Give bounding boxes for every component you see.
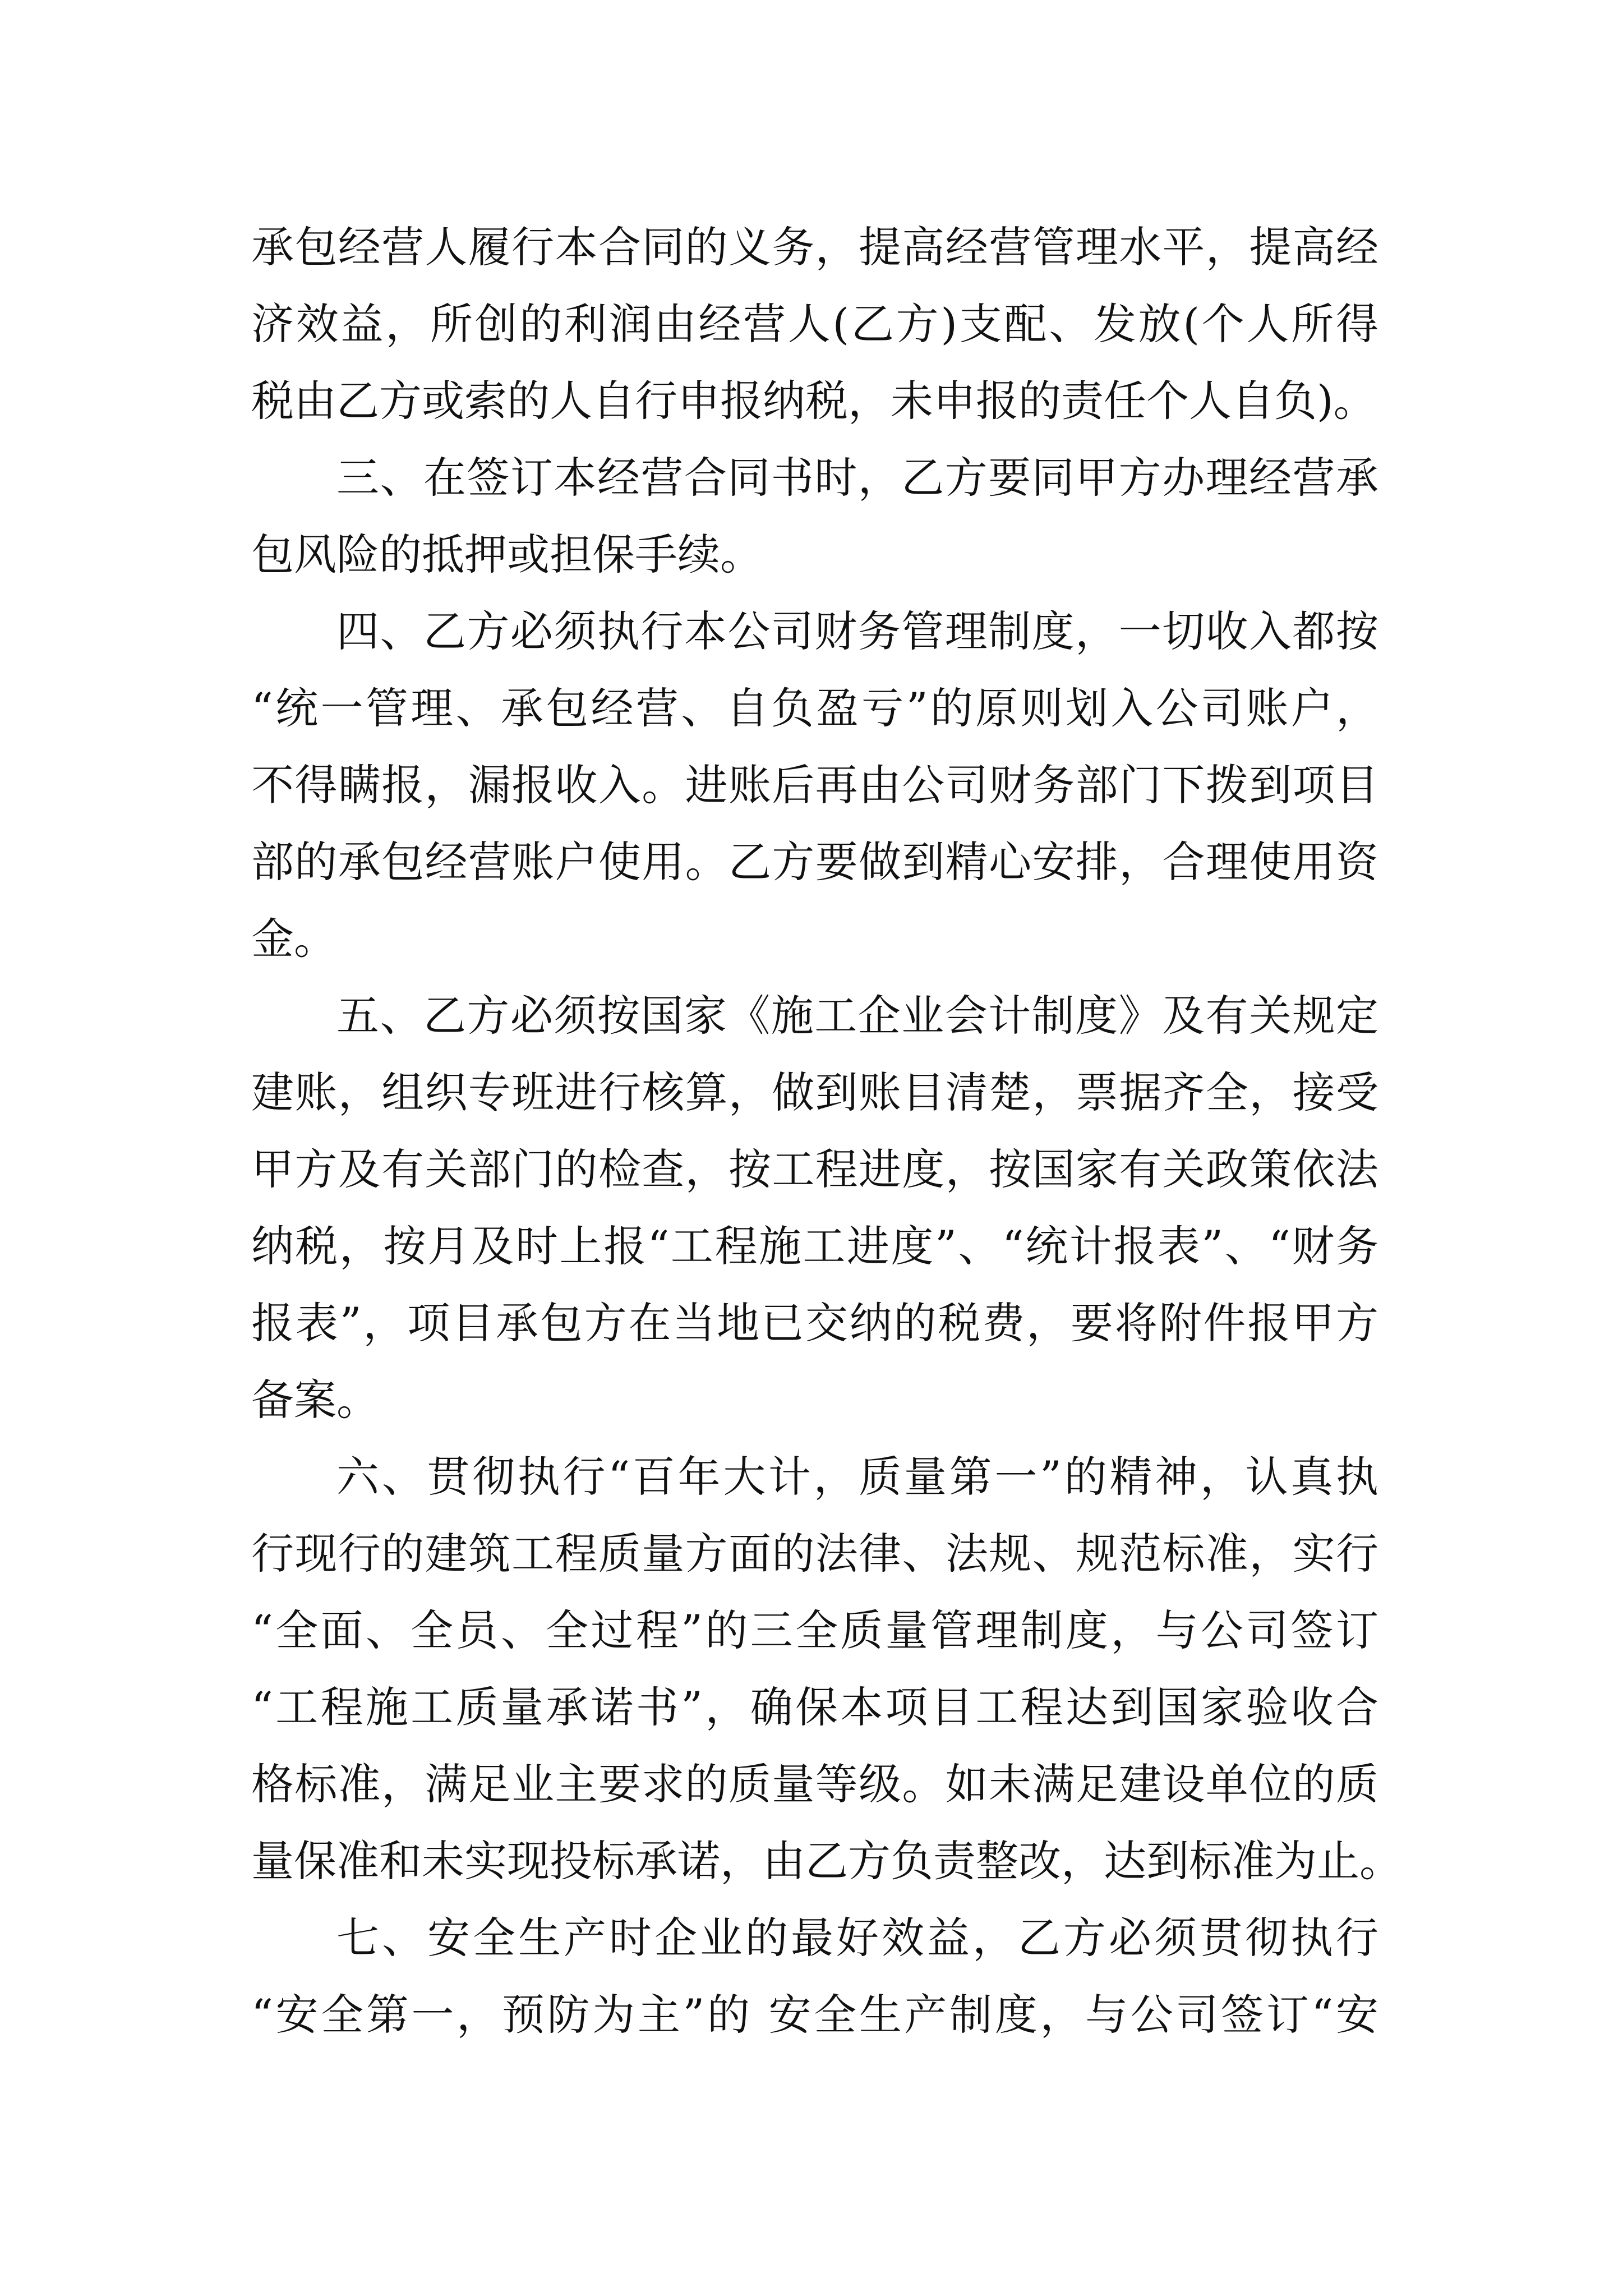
- text-line: “统一管理、承包经营、自负盈亏”的原则划入公司账户，: [251, 683, 1378, 733]
- paragraph-4-line: 四、乙方必须执行本公司财务管理制度，一切收入都按: [336, 606, 1378, 656]
- text-line: 承包经营人履行本合同的义务，提高经营管理水平，提高经: [251, 222, 1378, 272]
- paragraph-7-line: 七、安全生产时企业的最好效益，乙方必须贯彻执行: [336, 1913, 1378, 1963]
- text-line: 包风险的抵押或担保手续。: [251, 530, 763, 579]
- text-line: 报表”，项目承包方在当地已交纳的税费，要将附件报甲方: [251, 1298, 1378, 1348]
- text-line: 部的承包经营账户使用。乙方要做到精心安排，合理使用资: [251, 837, 1378, 887]
- paragraph-5-line: 五、乙方必须按国家《施工企业会计制度》及有关规定: [336, 991, 1378, 1041]
- text-line: 行现行的建筑工程质量方面的法律、法规、规范标准，实行: [251, 1529, 1378, 1579]
- text-line: 纳税，按月及时上报“工程施工进度”、“统计报表”、“财务: [251, 1221, 1378, 1271]
- paragraph-6-line: 六、贯彻执行“百年大计，质量第一”的精神，认真执: [336, 1452, 1378, 1502]
- text-line: 金。: [251, 914, 336, 964]
- paragraph-3-line: 三、在签订本经营合同书时，乙方要同甲方办理经营承: [336, 453, 1378, 503]
- text-line: 量保准和未实现投标承诺，由乙方负责整改，达到标准为止。: [251, 1836, 1402, 1886]
- text-line: 甲方及有关部门的检查，按工程进度，按国家有关政策依法: [251, 1144, 1378, 1194]
- text-line: 格标准，满足业主要求的质量等级。如未满足建设单位的质: [251, 1759, 1378, 1809]
- text-line: “安全第一，预防为主”的 安全生产制度，与公司签订“安: [251, 1990, 1378, 2040]
- text-line: 建账，组织专班进行核算，做到账目清楚，票据齐全，接受: [251, 1068, 1378, 1117]
- text-line: “工程施工质量承诺书”，确保本项目工程达到国家验收合: [251, 1682, 1378, 1732]
- text-line: “全面、全员、全过程”的三全质量管理制度，与公司签订: [251, 1605, 1378, 1655]
- text-line: 税由乙方或索的人自行申报纳税，未申报的责任个人自负)。: [251, 376, 1376, 426]
- text-line: 不得瞒报，漏报收入。进账后再由公司财务部门下拨到项目: [251, 760, 1378, 810]
- text-line: 备案。: [251, 1375, 379, 1425]
- text-line: 济效益，所创的利润由经营人(乙方)支配、发放(个人所得: [251, 299, 1378, 349]
- document-body: [251, 209, 1402, 2053]
